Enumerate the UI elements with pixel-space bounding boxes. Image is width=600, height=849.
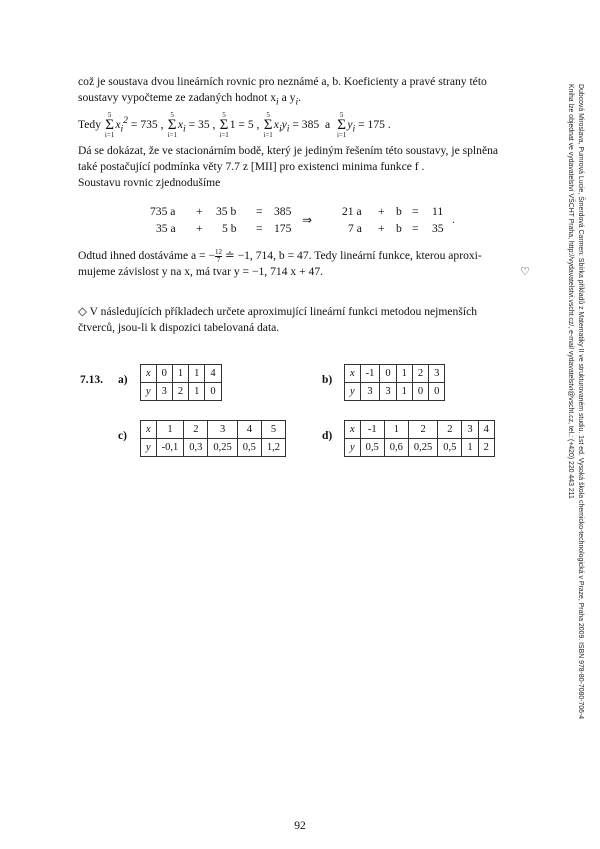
table-cell: 2 <box>408 421 437 439</box>
table-cell: 3 <box>156 383 172 401</box>
text-line: což je soustava dvou lineárních rovnic pro neznámé a, b. Koeficienty a pravé strany této <box>78 75 487 88</box>
table-cell: 1,2 <box>261 439 285 457</box>
data-table-c <box>140 420 286 457</box>
table-cell: 1 <box>189 365 205 383</box>
table-cell: 0,3 <box>184 439 208 457</box>
row-header-x: x <box>141 365 157 383</box>
table-cell: 0 <box>205 383 221 401</box>
table-cell: 0 <box>156 365 172 383</box>
sums-line: Tedy 5 Σ i=1 $x_i^2 = 735$ , 5 Σ i=1 $x_i = 35$ , 5 Σ i=1 1 = 5 , 5 Σ i=1 $x_iy_i = 385$ a 5 Σ i=1 $y_i = 175$ . <box>78 110 391 139</box>
sum-symbol: 5 Σ i=1 <box>263 110 273 139</box>
table-cell: 3 <box>208 421 237 439</box>
table-cell: 0,5 <box>360 439 384 457</box>
table-cell: 1 <box>384 421 408 439</box>
table-row <box>141 383 222 401</box>
sum-symbol: 5 Σ i=1 <box>104 110 115 139</box>
page-number: 92 <box>294 820 306 832</box>
implies-arrow: ⇒ <box>302 213 313 227</box>
exercise-number: 7.13. <box>80 374 103 386</box>
table-cell: -0,1 <box>156 439 184 457</box>
table-cell: -1 <box>360 421 384 439</box>
row-header-x: x <box>345 421 361 439</box>
row-header-y: y <box>141 383 157 401</box>
sum-symbol: 5 Σ i=1 <box>336 110 347 139</box>
row-header-x: x <box>345 365 361 383</box>
data-table-d <box>344 420 495 457</box>
table-cell: 0 <box>380 365 396 383</box>
text-line: mujeme závislost y na x, má tvar y = −1, 714 x + 47. ♡ <box>78 265 530 278</box>
table-cell: 2 <box>184 421 208 439</box>
table-cell: -1 <box>360 365 380 383</box>
table-cell: 1 <box>462 439 478 457</box>
text-line: také postačující podmínka věty 7.7 z [MII] pro existenci minima funkce f . <box>78 160 425 173</box>
table-row <box>141 365 222 383</box>
sum-symbol: 5 Σ i=1 <box>167 110 177 139</box>
table-cell: 0,5 <box>438 439 462 457</box>
table-cell: 3 <box>429 365 445 383</box>
paragraph-task <box>78 304 530 336</box>
data-table-a <box>140 364 222 401</box>
text-line: Soustavu rovnic zjednodušíme <box>78 176 221 189</box>
text-line: Dá se dokázat, že ve stacionárním bodě, který je jediným řešením této soustavy, je splněna <box>78 144 499 157</box>
table-label: c) <box>118 430 127 442</box>
table-row <box>141 421 286 439</box>
table-row <box>345 439 495 457</box>
table-cell: 3 <box>462 421 478 439</box>
table-cell: 2 <box>478 439 494 457</box>
text-line: čtverců, jsou-li k dispozici tabelovaná data. <box>78 321 280 334</box>
table-cell: 1 <box>156 421 184 439</box>
text-line: ◇ V následujících příkladech určete aproximující lineární funkci metodou nejmenších <box>78 305 478 318</box>
table-cell: 3 <box>380 383 396 401</box>
table-row <box>345 421 495 439</box>
table-cell: 5 <box>261 421 285 439</box>
table-row <box>141 439 286 457</box>
row-header-y: y <box>345 383 361 401</box>
data-table-b <box>344 364 445 401</box>
text-line: soustavy vypočteme ze zadaných hodnot $x_i$ a $y_i$. <box>78 91 302 108</box>
row-header-y: y <box>345 439 361 457</box>
table-label: a) <box>118 374 128 386</box>
table-cell: 1 <box>396 365 412 383</box>
table-cell: 1 <box>396 383 412 401</box>
table-cell: 3 <box>360 383 380 401</box>
fraction: $\frac{12}{7}$ <box>215 247 223 264</box>
table-cell: 0,25 <box>208 439 237 457</box>
paragraph-intro <box>78 74 530 110</box>
table-cell: 4 <box>205 365 221 383</box>
table-cell: 2 <box>438 421 462 439</box>
table-cell: 0,6 <box>384 439 408 457</box>
table-cell: 1 <box>172 365 188 383</box>
table-cell: 1 <box>189 383 205 401</box>
table-row <box>345 383 445 401</box>
paragraph-result <box>78 248 530 280</box>
row-header-y: y <box>141 439 157 457</box>
table-cell: 0 <box>412 383 428 401</box>
table-cell: 4 <box>237 421 261 439</box>
table-row <box>345 365 445 383</box>
sum-symbol: 5 Σ i=1 <box>219 110 229 139</box>
table-cell: 0 <box>429 383 445 401</box>
table-label: b) <box>322 374 333 386</box>
paragraph-proof <box>78 143 530 191</box>
equation-system: 735 a + 35 b = 385 21 a + b = 11 35 a + 5 b = 175 7 a + b = 35 . <box>150 205 455 235</box>
table-cell: 4 <box>478 421 494 439</box>
table-cell: 0,5 <box>237 439 261 457</box>
text-line: Odtud ihned dostáváme a = − $\frac{12}{7}$ ≐ −1, 714, b = 47. Tedy lineární funkce, kterou aproxi- <box>78 247 482 264</box>
heart-icon: ♡ <box>520 265 530 278</box>
sidebar-citation: Dubcová Miroslava, Pumrová Lucie, Šmerdová Carmen: Sbírka příkladů z Matematiky II ve strukturovaném studiu. 1st ed. Vysoká škola chemicko-technologická v Praze, Praha 2009. ISBN 978-80-7080-706-4 Kniha lze objednat ve vydavatelství VŠCHT Praha, http://vydavatelstvi.vscht.cz/, e-mail vydavatelstvi@vscht.cz, tel.: (+420) 220 443 211 <box>567 84 584 720</box>
table-label: d) <box>322 430 333 442</box>
row-header-x: x <box>141 421 157 439</box>
table-cell: 0,25 <box>408 439 437 457</box>
table-cell: 2 <box>412 365 428 383</box>
table-cell: 2 <box>172 383 188 401</box>
